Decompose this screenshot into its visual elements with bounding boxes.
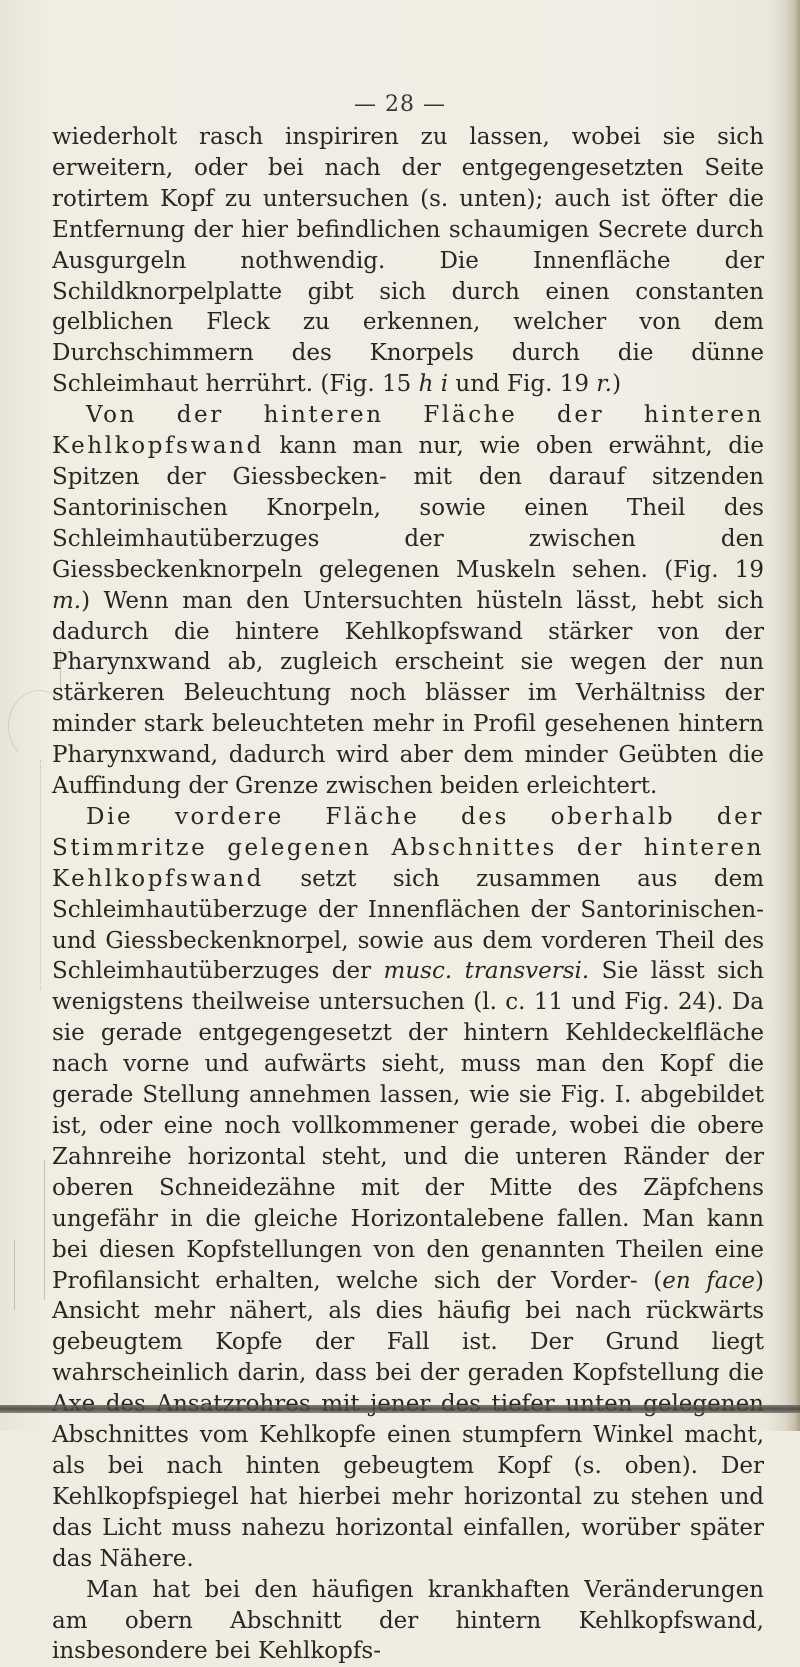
italic-text: r. bbox=[596, 371, 613, 398]
spaced-heading-text: Von der hinteren Fläche der hinteren Kehlkopfswand bbox=[52, 402, 764, 460]
text-run: setzt sich zusammen aus dem Schleimhautüberzuge der Innenflächen der Santorinischen- und Giessbeckenknorpel, sowie aus dem vorderen Theil des Schleimhautüberzuges der bbox=[52, 865, 764, 985]
text-run: Sie lässt sich wenigstens theilweise untersuchen (l. c. 11 und Fig. 24). Da sie gerade entgegengesetzt der hintern Kehldeckelfläche nach vorne und aufwärts sieht, muss man den Kopf die gerade Stellung annehmen lassen, wie sie Fig. I. abgebildet ist, oder eine noch vollkommener gerade, wobei die obere Zahnreihe horizontal steht, und die unteren Ränder der oberen Schneidezähne mit der Mitte des Zäpfchens ungefähr in die gleiche Horizontalebene fallen. Man kann bei diesen Kopfstellungen von den genannten Theilen eine Profilansicht erhalten, welche sich der Vorder- ( bbox=[52, 958, 764, 1294]
bleed-through-mark bbox=[44, 1160, 45, 1300]
body-text bbox=[52, 122, 764, 1667]
text-run: ) Wenn man den Untersuchten hüsteln lässt, hebt sich dadurch die hintere Kehlkopfswand stärker von der Pharynxwand ab, zugleich erscheint sie wegen der nun stärkeren Beleuchtung noch blässer im Verhältniss der minder stark beleuchteten mehr in Profil gesehenen hintern Pharynxwand, dadurch wird aber dem minder Geübten die Auffindung der Grenze zwischen beiden erleichtert. bbox=[52, 587, 764, 800]
paragraph-p3 bbox=[52, 802, 764, 1575]
page-edge-shadow bbox=[786, 0, 800, 1431]
paragraph-p4 bbox=[52, 1575, 764, 1667]
bleed-through-mark bbox=[40, 760, 41, 990]
spaced-heading-text: Die vordere Fläche des oberhalb der Stimmritze gelegenen Abschnittes der hinteren Kehlkopfswand bbox=[52, 803, 764, 892]
text-run: wiederholt rasch inspiriren zu lassen, wobei sie sich erweitern, oder bei nach der entgegengesetzten Seite rotirtem Kopf zu untersuchen (s. unten); auch ist öfter die Entfernung der hier befindlichen schaumigen Secrete durch Ausgurgeln nothwendig. Die Innenfläche der Schildknorpelplatte gibt sich durch einen constanten gelblichen Fleck zu erkennen, welcher von dem Durchschimmern des Knorpels durch die dünne Schleimhaut herrührt. (Fig. 15 bbox=[52, 124, 764, 398]
italic-text: h i bbox=[418, 371, 449, 398]
bleed-through-mark bbox=[14, 1240, 15, 1310]
paragraph-p1 bbox=[52, 122, 764, 400]
italic-text: m. bbox=[52, 587, 82, 614]
text-run: ) Ansicht mehr nähert, als dies häufig bei nach rückwärts gebeugtem Kopfe der Fall ist. Der Grund liegt wahrscheinlich darin, dass bei der geraden Kopfstellung die Abschnittes vom Kehlkopfe einen stumpfern Winkel macht, als bei nach hinten gebeugtem Kopf (s. oben). Der Kehlkopfspiegel hat hierbei mehr horizontal zu stehen und das Licht muss nahezu horizontal einfallen, worüber später das Nähere. bbox=[52, 1267, 764, 1572]
italic-text: en face bbox=[662, 1267, 756, 1294]
text-run: Man hat bei den häufigen krankhaften Veränderungen am obern Abschnitt der hintern Kehlkopfswand, insbesondere bei Kehlkopfs- bbox=[52, 1576, 764, 1665]
paragraph-p2 bbox=[52, 400, 764, 802]
page-number: — 28 — bbox=[354, 92, 446, 117]
text-run: ) bbox=[612, 371, 622, 398]
text-run: kann man nur, wie oben erwähnt, die Spitzen der Giessbecken- mit den darauf sitzenden Santorinischen Knorpeln, sowie einen Theil des Schleimhautüberzuges der zwischen den Giessbeckenknorpeln gelegenen Muskeln sehen. (Fig. 19 bbox=[52, 433, 764, 583]
bottom-scan-edge bbox=[0, 1405, 800, 1413]
italic-text: musc. transversi. bbox=[383, 958, 590, 985]
text-run: und Fig. 19 bbox=[448, 371, 597, 398]
